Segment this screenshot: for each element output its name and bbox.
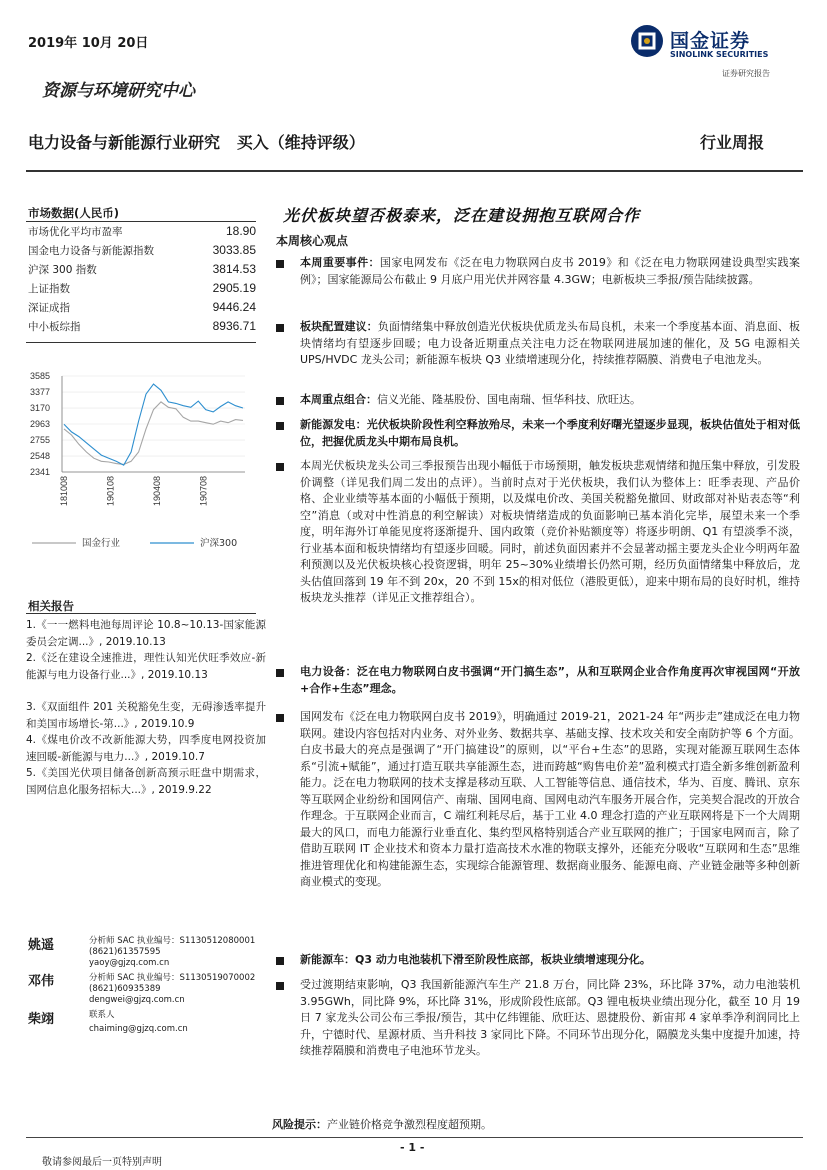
market-row — [28, 300, 256, 319]
paragraph-ev-headline — [300, 952, 800, 969]
page-number: - 1 - — [400, 1141, 425, 1154]
analyst-phone: (8621)60935389 — [89, 984, 161, 994]
sinolink-logo-icon — [630, 24, 664, 58]
analyst-name: 姚遥 — [28, 938, 55, 953]
paragraph-grid-headline — [300, 664, 800, 697]
market-label: 市场优化平均市盈率 — [28, 226, 123, 238]
analyst-name: 柴翊 — [28, 1012, 55, 1027]
paragraph-solar-headline — [300, 417, 800, 450]
market-value: 18.90 — [225, 224, 256, 238]
chart-xtick-label: 190108 — [105, 476, 116, 507]
footer-divider — [26, 1137, 803, 1138]
index-line-chart — [20, 368, 260, 558]
bullet-icon — [276, 463, 284, 471]
paragraph-ev-body: 受过渡期结束影响，Q3 我国新能源汽车生产 21.8 万台，同比降 23%，环比降 37%，动力电池装机 3.95GWh，同比降 9%，环比降 31%，形成阶段性底部。Q3 锂电板块业绩出现分化，截至 10 月 19 日 7 家龙头公司公布三季报/预告，其中亿纬锂能、欣旺达、恩捷股份、新宙邦 4 家单季净利润同比上升，宁德时代、星源材质、当升科技 3 家同比下降。不同环节出现分化，隔膜龙头集中度提升加速，持续推荐隔膜和消费电子电池环节龙头。 — [300, 978, 800, 1057]
paragraph-grid-body: 国网发布《泛在电力物联网白皮书 2019》，明确通过 2019-21，2021-24 年“两步走”建成泛在电力物联网。建设内容包括对内业务、对外业务、数据共享、基础支撑、技术攻关和安全南防护等 6 个方面。白皮书最大的亮点是强调了“开门搞建设”的原则，以“平台+生态”的思路，实现对能源互联网生态体系“引流+赋能”，通过打造互联共享能源生态，进而跨越“购售电价差”盈利模式打造全新多维创新盈利能力。泛在电力物联网的技术支撑是移动互联、人工智能等信息、通信技术，华为、百度、腾讯、京东等互联网企业纷纷和国网信产、南瑞、国网电商、国网电动汽车服务开展合作，完美契合混改的开放合作理念。于互联网企业而言，C 端红利耗尽后，基于工业 4.0 理念打造的产业互联网将是下一个大周期最大的风口，而电力能源行业垂直化、集约型风格特别适合产业互联网的推广；于国家电网而言，除了借助互联网 IT 企业技术和资本力量打造高技术水准的物联支撑外，还能充分吸收“互联网和生态”思维推进管理优化和构建能源生态，实现综合能源管理、数据商业服务、能源电商、产业链金融等多种创新商业模式的变现。 — [300, 710, 800, 888]
chart-xtick-label: 190408 — [152, 476, 163, 507]
paragraph-text: 信义光能、隆基股份、国电南瑞、恒华科技、欣旺达。 — [377, 393, 641, 406]
chart-series-line — [64, 384, 243, 465]
paragraph-portfolio — [300, 392, 800, 409]
chart-legend-label: 沪深300 — [200, 538, 238, 549]
market-value: 3033.85 — [212, 243, 256, 257]
footer-disclaimer: 敬请参阅最后一页特别声明 — [42, 1157, 162, 1168]
brand-name: 国金证券 — [670, 30, 751, 52]
paragraph-text: 负面情绪集中释放创造光伏板块优质龙头布局良机，未来一个季度基本面、消息面、板块情绪均有望逐步回暖；电力设备近期重点关注电力泛在物联网进展加速的催化，及 5G 电源相关 UPS/HVDC 龙头公司；新能源车板块 Q3 业绩增速现分化，持续推荐隔膜、消费电子电池龙头。 — [300, 320, 800, 366]
chart-ytick-label: 3377 — [29, 387, 50, 398]
market-row — [28, 281, 256, 300]
related-report-link[interactable]: 2.《泛在建设全速推进，理性认知光伏旺季效应-新能源与电力设备行业...》, 2019.10.13 — [26, 652, 266, 681]
paragraph-allocation — [300, 319, 800, 369]
chart-ytick-label: 3170 — [29, 403, 50, 414]
bullet-icon — [276, 422, 284, 430]
market-row — [28, 243, 256, 262]
bullet-icon — [276, 324, 284, 332]
chart-ytick-label: 2963 — [29, 419, 50, 429]
market-divider-top — [26, 221, 256, 222]
market-label: 国金电力设备与新能源指数 — [28, 245, 154, 257]
analyst-phone: (8621)61357595 — [89, 947, 161, 957]
risk-text: 产业链价格竞争激烈程度超预期。 — [327, 1118, 492, 1131]
paragraph-text: Q3 动力电池装机下滑至阶段性底部，板块业绩增速现分化。 — [355, 953, 651, 966]
risk-warning — [272, 1116, 492, 1132]
bullet-icon — [276, 397, 284, 405]
analyst-role: 分析师 SAC 执业编号：S1130519070002 — [89, 973, 256, 983]
analyst-name: 邓伟 — [28, 974, 55, 989]
market-row — [28, 319, 256, 338]
paragraph-text: 泛在电力物联网白皮书强调“开门搞生态”，从和互联网企业合作角度再次审视国网“开放+合作+生态”理念。 — [300, 665, 801, 695]
market-row — [28, 262, 256, 281]
bullet-icon — [276, 714, 284, 722]
section-subtitle: 本周核心观点 — [276, 234, 349, 248]
bullet-icon — [276, 957, 284, 965]
market-value: 2905.19 — [212, 281, 256, 295]
related-reports-title: 相关报告 — [28, 599, 74, 613]
related-report-link[interactable]: 4.《煤电价改不改新能源大势，四季度电网投资加速回暖-新能源与电力...》, 2019.10.7 — [26, 734, 266, 763]
chart-ytick-label: 2755 — [29, 435, 50, 446]
related-report-link[interactable]: 1.《一一燃料电池每周评论 10.8~10.13-国家能源委员会定调...》, 2019.10.13 — [26, 619, 266, 648]
chart-xtick-label: 181008 — [59, 476, 69, 507]
analyst-email[interactable]: yaoy@gjzq.com.cn — [89, 958, 170, 968]
bullet-icon — [276, 260, 284, 268]
bullet-icon — [276, 982, 284, 990]
brand-name-en: SINOLINK SECURITIES — [670, 50, 769, 59]
market-label: 上证指数 — [28, 283, 70, 295]
chart-ytick-label: 2341 — [29, 467, 50, 477]
chart-xtick-label: 190708 — [198, 476, 209, 507]
market-row — [28, 224, 256, 243]
research-center: 资源与环境研究中心 — [42, 81, 195, 101]
paragraph-key: 新能源发电： — [300, 418, 367, 431]
market-value: 8936.71 — [212, 319, 256, 333]
chart-series-line — [64, 402, 243, 465]
paragraph-text: 光伏板块阶段性利空释放殆尽，未来一个季度利好曙光望逐步显现，板块估值处于相对低位，把握优质龙头中期布局良机。 — [300, 418, 801, 448]
market-value: 3814.53 — [212, 262, 256, 276]
paragraph-key: 本周重要事件： — [300, 256, 380, 269]
market-label: 中小板综指 — [28, 321, 81, 333]
analyst-role: 分析师 SAC 执业编号：S1130512080001 — [89, 936, 256, 946]
chart-ytick-label: 3585 — [29, 371, 50, 381]
bullet-icon — [276, 669, 284, 677]
related-divider — [26, 613, 256, 614]
risk-key: 风险提示： — [272, 1118, 327, 1131]
paragraph-key: 本周重点组合： — [300, 393, 377, 406]
related-report-link[interactable]: 3.《双面组件 201 关税豁免生变，无碍渗透率提升和美国市场增长-第...》, 2019.10.9 — [26, 701, 266, 730]
market-data-title: 市场数据(人民币) — [28, 206, 120, 220]
related-report-link[interactable]: 5.《美国光伏项目储备创新高预示旺盘中期需求，国网信息化服务招标大...》, 2019.9.22 — [26, 767, 266, 796]
paragraph-solar-body: 本周光伏板块龙头公司三季报预告出现小幅低于市场预期，触发板块悲观情绪和抛压集中释放，引发股价调整（详见我们周二发出的点评）。当前时点对于光伏板块，我们认为整体上：旺季表现、产品价格、企业业绩等基本面的小幅低于预期，以及煤电价改、美国关税豁免撤回、财政部对补贴表态等“利空”消息（或对中性消息的利空解读）对板块情绪造成的负面影响已基本消化完毕，展望未来一个季度，明年海外订单能见度将逐渐提升、国内政策（竞价补贴额度等）将逐步明朗、Q1 有望淡季不淡，行业基本面和板块情绪均有望逐步回暖。同时，前述负面因素并不会显著动摇主要龙头企业今明两年盈利预测以及光伏板块核心投资逻辑，明年 25~30%业绩增长仍然可期，经历负面情绪集中释放后，龙头估值回落到 19 年不到 20x，20 不到 15x的相对低位（港股更低），迎来中期布局的良好时机，维持板块龙头推荐（详见正文推荐组合）。 — [300, 459, 800, 604]
analyst-role: 联系人 — [89, 1010, 115, 1020]
paragraph-key: 电力设备： — [300, 665, 357, 678]
paragraph-text: 国家电网发布《泛在电力物联网白皮书 2019》和《泛在电力物联网建设典型实践案例》；国家能源局公布截止 9 月底户用光伏并网容量 4.3GW；电新板块三季报/预告陆续披露。 — [300, 256, 800, 286]
paragraph-events — [300, 255, 800, 288]
chart-legend-label: 国金行业 — [82, 538, 121, 549]
industry-rating-line: 电力设备与新能源行业研究 买入（维持评级） — [28, 133, 365, 152]
market-value: 9446.24 — [212, 300, 256, 314]
chart-ytick-label: 2548 — [29, 451, 50, 462]
paragraph-key: 新能源车： — [300, 953, 355, 966]
market-divider-bottom — [26, 342, 256, 343]
market-label: 沪深 300 指数 — [28, 264, 97, 276]
report-category: 证券研究报告 — [722, 69, 770, 78]
header-divider — [26, 170, 803, 172]
report-title: 光伏板块望否极泰来，泛在建设拥抱互联网合作 — [283, 206, 641, 225]
report-date: 2019年 10月 20日 — [28, 36, 149, 51]
analyst-email[interactable]: dengwei@gjzq.com.cn — [89, 995, 185, 1005]
report-type: 行业周报 — [700, 133, 765, 152]
paragraph-key: 板块配置建议： — [300, 320, 378, 333]
analyst-email[interactable]: chaiming@gjzq.com.cn — [89, 1024, 188, 1034]
market-label: 深证成指 — [28, 302, 70, 314]
